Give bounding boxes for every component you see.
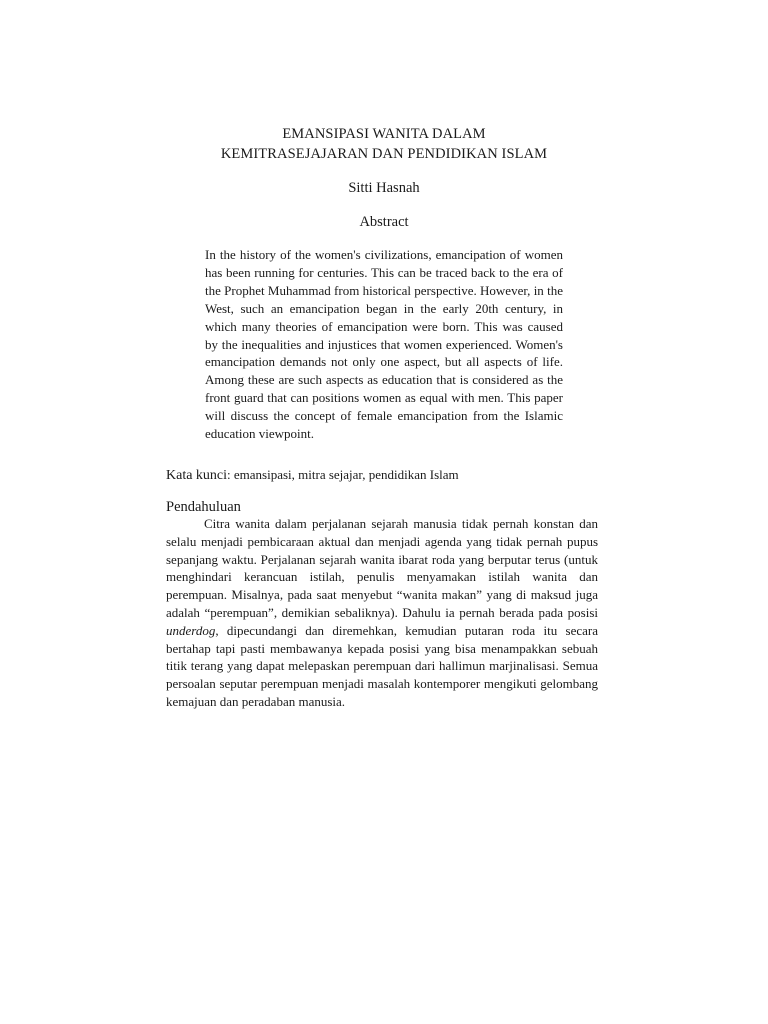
paper-title-line-1: EMANSIPASI WANITA DALAM	[282, 126, 486, 142]
section-heading-pendahuluan: Pendahuluan	[166, 499, 241, 515]
keywords-label: Kata kunci	[166, 468, 228, 483]
section-text-part-1: Citra wanita dalam perjalanan sejarah manusia tidak pernah konstan dan selalu menjadi pembicaraan aktual dan menjadi agenda yang tidak pernah pupus sepanjang waktu. Perjalanan sejarah wanita ibarat roda yang berputar terus (untuk menghindari kerancuan istilah, penulis menyamakan istilah wanita dan perempuan. Misalnya, pada saat menyebut “wanita makan” yang di maksud juga adalah “perempuan”, demikian sebaliknya). Dahulu ia pernah berada pada posisi	[166, 516, 598, 620]
keywords-text: : emansipasi, mitra sejajar, pendidikan Islam	[227, 467, 459, 482]
abstract-heading: Abstract	[359, 214, 409, 230]
section-body-pendahuluan	[166, 515, 598, 711]
section-text-part-2: , dipecundangi dan diremehkan, kemudian putaran roda itu secara bertahap tapi pasti membawanya kepada posisi yang bisa menampakkan sebuah titik terang yang dapat melepaskan perempuan dari hallimun marjinalisasi. Semua persoalan seputar perempuan menjadi masalah kontemporer mengikuti gelombang kemajuan dan peradaban manusia.	[166, 622, 598, 709]
paper-title-line-2: KEMITRASEJAJARAN DAN PENDIDIKAN ISLAM	[220, 146, 548, 162]
keywords-line	[166, 466, 606, 485]
author-name: Sitti Hasnah	[348, 180, 420, 196]
abstract-text: In the history of the women's civilizations, emancipation of women has been running for centuries. This can be traced back to the era of the Prophet Muhammad from historical perspective. However, in the West, such an emancipation began in the early 20th century, in which many theories of emancipation were born. This was caused by the inequalities and injustices that women experienced. Women's emancipation demands not only one aspect, but all aspects of life. Among these are such aspects as education that is considered as the front guard that can positions women as equal with men. This paper will discuss the concept of female emancipation from the Islamic education viewpoint.	[205, 247, 563, 442]
section-text-italic: underdog	[166, 622, 216, 638]
